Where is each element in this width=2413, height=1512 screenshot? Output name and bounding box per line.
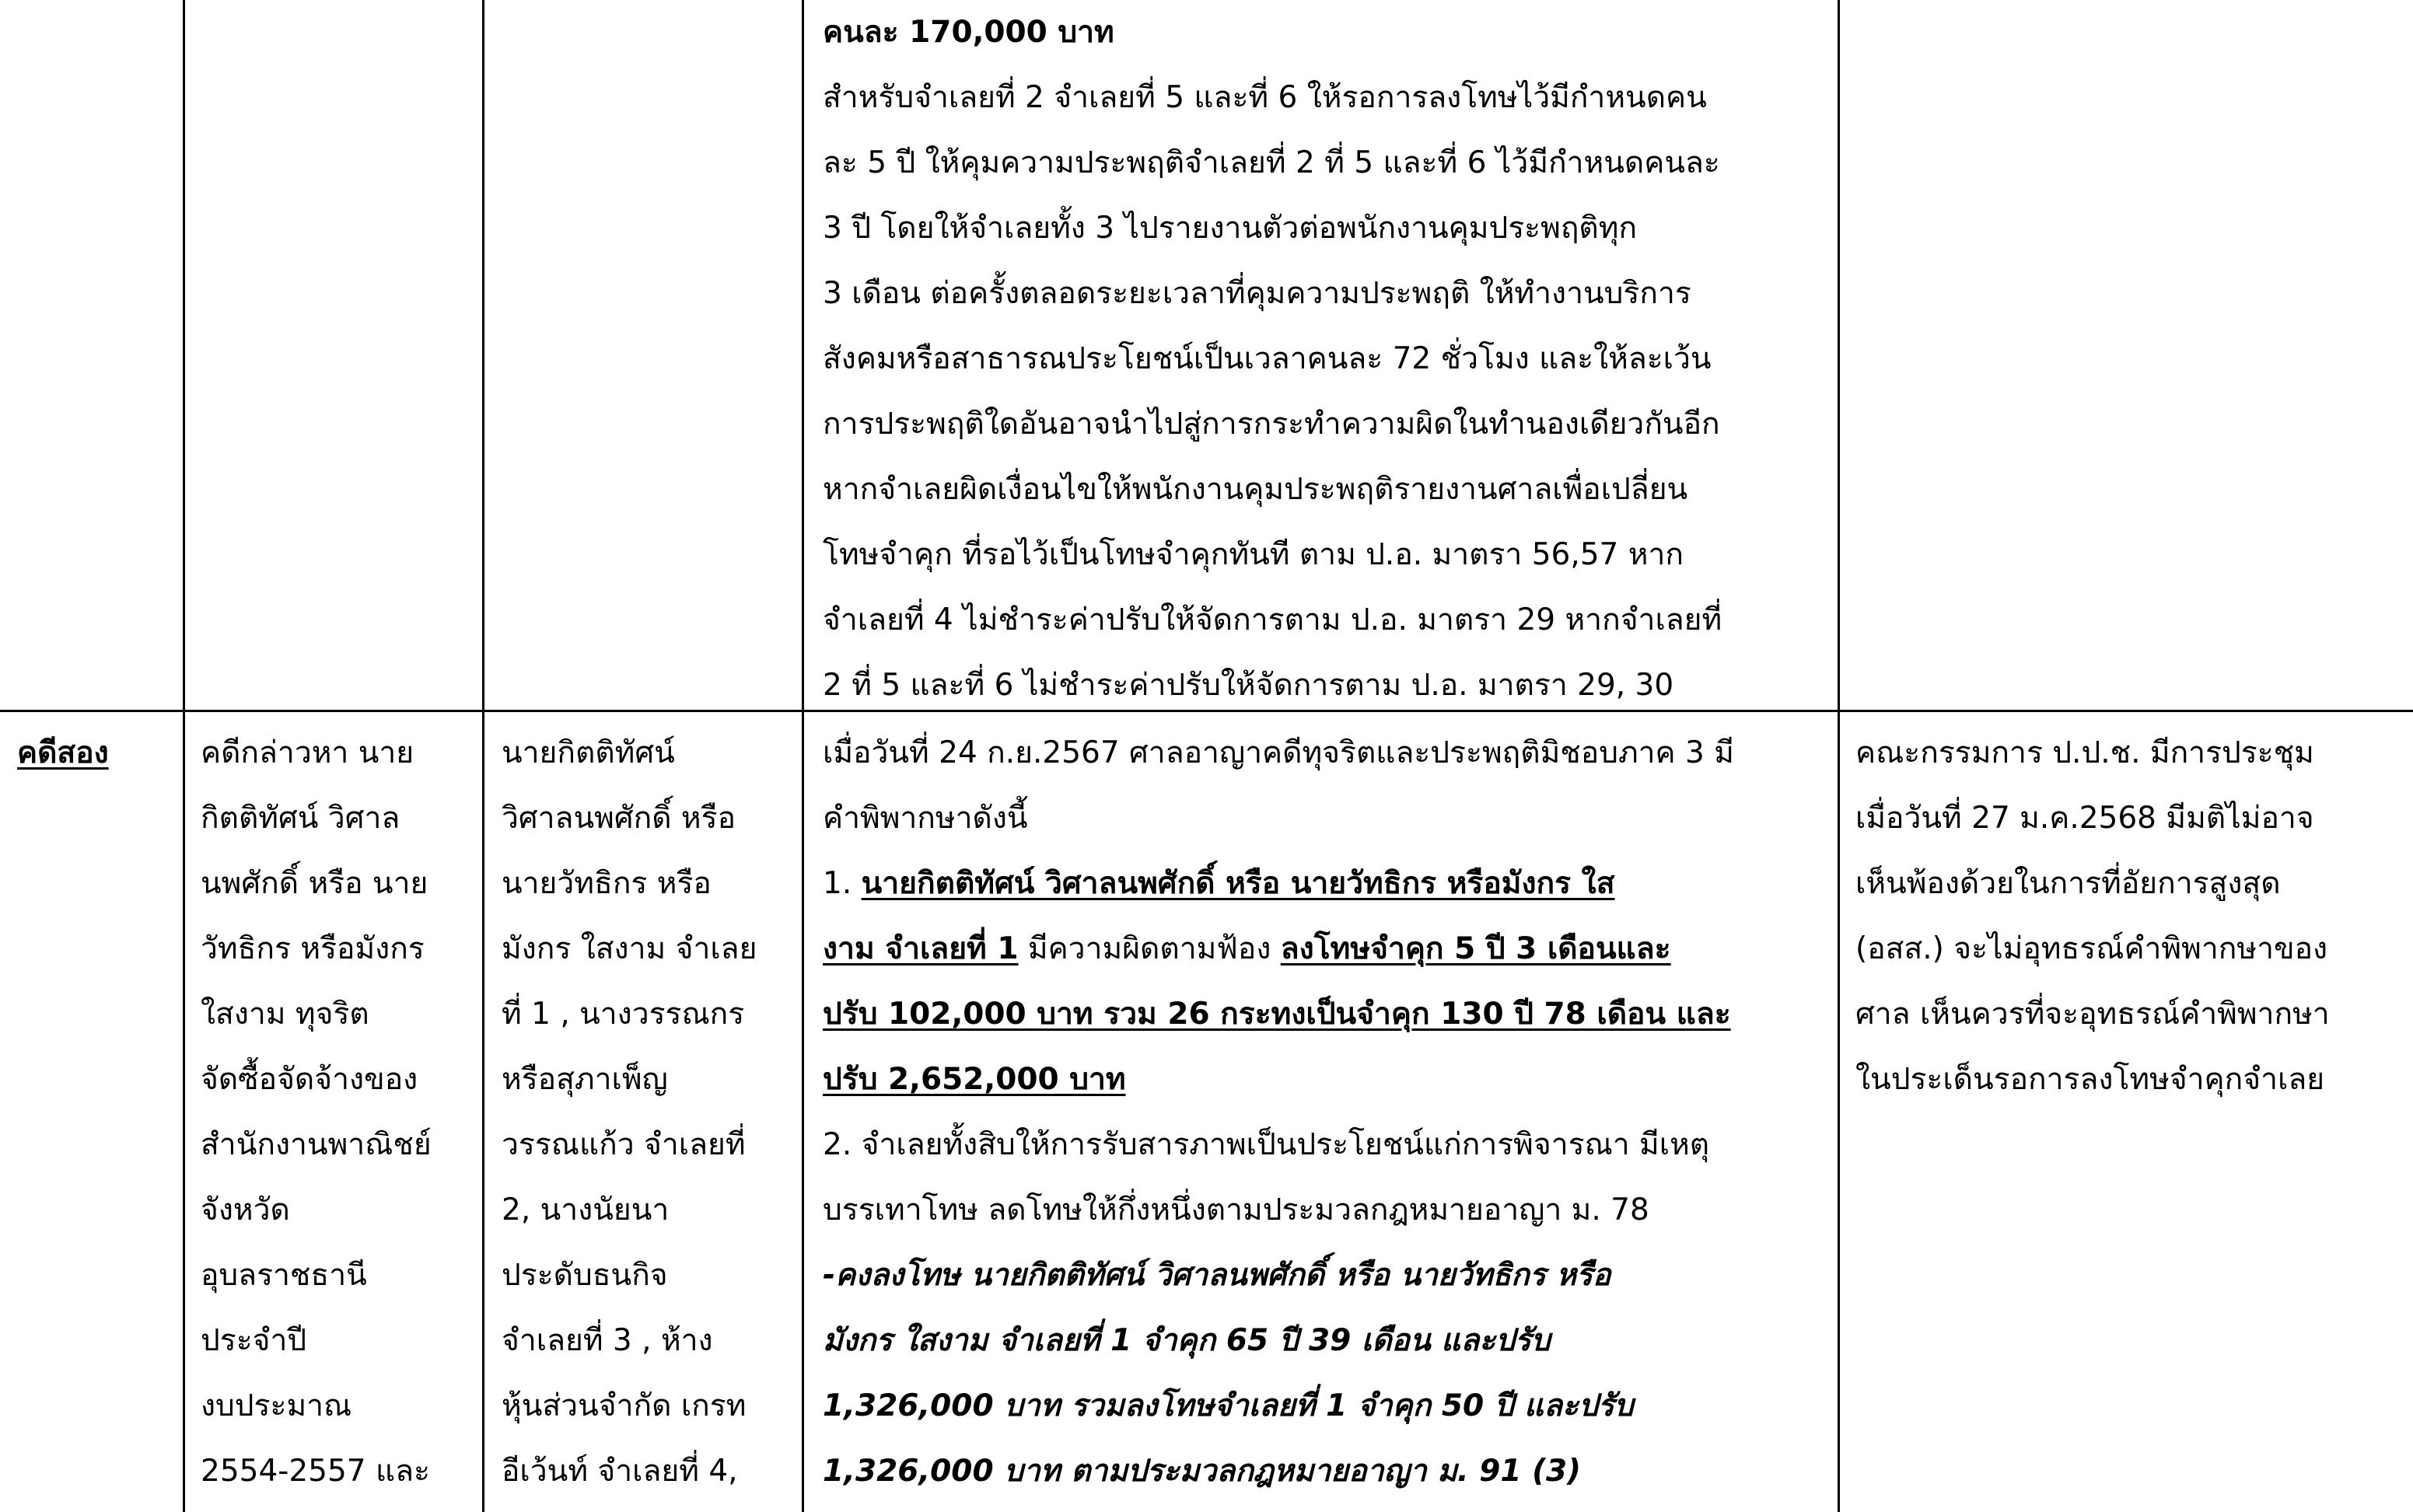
defendant-line: ประดับธนกิจ	[502, 1258, 668, 1293]
judgment-item-1-line	[823, 851, 1734, 917]
sentence-emphasis: ปรับ 102,000 บาท รวม 26 กระทงเป็นจำคุก 130 ปี 78 เดือน และ	[823, 997, 1731, 1032]
final-sentence-line: -คงลงโทษ นายกิตติทัศน์ วิศาลนพศักดิ์ หรือ นายวัทธิกร หรือ	[823, 1258, 1611, 1293]
column-divider	[1838, 0, 1840, 1512]
defendant-number-emphasis: งาม จำเลยที่ 1	[823, 931, 1019, 966]
top-judgment-cell	[823, 0, 1722, 718]
allegation-line: คดีกล่าวหา นาย	[201, 735, 414, 770]
final-sentence-line: มังกร ใสงาม จำเลยที่ 1 จำคุก 65 ปี 39 เดือน และปรับ	[823, 1323, 1551, 1358]
allegation-line: ประจำปี	[201, 1323, 307, 1358]
judgment-line: จำเลยที่ 4 ไม่ชำระค่าปรับให้จัดการตาม ป.อ. มาตรา 29 หากจำเลยที่	[823, 602, 1722, 637]
allegation-line: ใสงาม ทุจริต	[201, 997, 369, 1032]
column-divider	[183, 0, 185, 1512]
allegation-line: 2554-2557 และ	[201, 1454, 430, 1489]
case-label-cell	[17, 721, 109, 786]
defendant-line: มังกร ใสงาม จำเลย	[502, 931, 757, 966]
allegation-line: กิตติทัศน์ วิศาล	[201, 801, 400, 836]
judgment-line: 3 ปี โดยให้จำเลยทั้ง 3 ไปรายงานตัวต่อพนักงานคุมประพฤติทุก	[823, 211, 1638, 246]
item-number: 1.	[823, 866, 862, 901]
judgment-intro-line: เมื่อวันที่ 24 ก.ย.2567 ศาลอาญาคดีทุจริตและประพฤติมิชอบภาค 3 มี	[823, 735, 1734, 770]
defendant-line: วิศาลนพศักดิ์ หรือ	[502, 801, 736, 836]
judgment-line: สังคมหรือสาธารณประโยชน์เป็นเวลาคนละ 72 ชั่วโมง และให้ละเว้น	[823, 341, 1712, 376]
allegation-line: วัทธิกร หรือมังกร	[201, 931, 425, 966]
case-label: คดีสอง	[17, 735, 109, 770]
defendant-line: อีเว้นท์ จำเลยที่ 4,	[502, 1454, 738, 1489]
allegation-line: นพศักดิ์ หรือ นาย	[201, 866, 428, 901]
sentence-emphasis: ลงโทษจำคุก 5 ปี 3 เดือนและ	[1280, 931, 1671, 966]
committee-line: เห็นพ้องด้วยในการที่อัยการสูงสุด	[1855, 866, 2281, 901]
defendant-name-emphasis: นายกิตติทัศน์ วิศาลนพศักดิ์ หรือ นายวัทธิกร หรือมังกร ใส	[861, 866, 1615, 901]
committee-line: ในประเด็นรอการลงโทษจำคุกจำเลย	[1855, 1062, 2325, 1097]
judgment-item-2-line: บรรเทาโทษ ลดโทษให้กึ่งหนึ่งตามประมวลกฎหมายอาญา ม. 78	[823, 1192, 1649, 1227]
committee-line: (อสส.) จะไม่อุทธรณ์คำพิพากษาของ	[1855, 931, 2328, 966]
judgment-item-1-line	[823, 917, 1734, 982]
final-sentence-line: 1,326,000 บาท รวมลงโทษจำเลยที่ 1 จำคุก 50 ปี และปรับ	[823, 1388, 1634, 1423]
fine-emphasis: ปรับ 2,652,000 บาท	[823, 1062, 1126, 1097]
judgment-intro-line: คำพิพากษาดังนี้	[823, 801, 1028, 836]
judgment-line: 2 ที่ 5 และที่ 6 ไม่ชำระค่าปรับให้จัดการตาม ป.อ. มาตรา 29, 30	[823, 668, 1674, 703]
judgment-line: การประพฤติใดอันอาจนำไปสู่การกระทำความผิดในทำนองเดียวกันอีก	[823, 407, 1720, 442]
judgment-line: 3 เดือน ต่อครั้งตลอดระยะเวลาที่คุมความประพฤติ ให้ทำงานบริการ	[823, 276, 1691, 311]
allegation-line: สำนักงานพาณิชย์	[201, 1127, 432, 1162]
committee-line: เมื่อวันที่ 27 ม.ค.2568 มีมติไม่อาจ	[1855, 801, 2314, 836]
committee-line: คณะกรรมการ ป.ป.ช. มีการประชุม	[1855, 735, 2314, 770]
judgment-line: คนละ 170,000 บาท	[823, 15, 1114, 50]
committee-cell	[1855, 721, 2330, 1112]
judgment-line: สำหรับจำเลยที่ 2 จำเลยที่ 5 และที่ 6 ให้รอการลงโทษไว้มีกำหนดคน	[823, 80, 1707, 115]
judgment-line: หากจำเลยผิดเงื่อนไขให้พนักงานคุมประพฤติรายงานศาลเพื่อเปลี่ยน	[823, 472, 1688, 507]
defendant-line: จำเลยที่ 3 , ห้าง	[502, 1323, 713, 1358]
defendant-line: นายวัทธิกร หรือ	[502, 866, 712, 901]
judgment-item-2-line: 2. จำเลยทั้งสิบให้การรับสารภาพเป็นประโยชน์แก่การพิจารณา มีเหตุ	[823, 1127, 1710, 1162]
defendants-cell	[502, 721, 757, 1504]
allegation-line: งบประมาณ	[201, 1388, 352, 1423]
defendant-line: วรรณแก้ว จำเลยที่	[502, 1127, 746, 1162]
judgment-line: ละ 5 ปี ให้คุมความประพฤติจำเลยที่ 2 ที่ 5 และที่ 6 ไว้มีกำหนดคนละ	[823, 145, 1720, 180]
allegation-cell	[201, 721, 432, 1504]
judgment-item-1-line	[823, 1047, 1734, 1112]
defendant-line: ที่ 1 , นางวรรณกร	[502, 997, 745, 1032]
committee-line: ศาล เห็นควรที่จะอุทธรณ์คำพิพากษา	[1855, 997, 2330, 1032]
defendant-line: หุ้นส่วนจำกัด เกรท	[502, 1388, 747, 1423]
allegation-line: จังหวัด	[201, 1192, 290, 1227]
final-sentence-line: 1,326,000 บาท ตามประมวลกฎหมายอาญา ม. 91 (3)	[823, 1454, 1581, 1489]
defendant-line: หรือสุภาเพ็ญ	[502, 1062, 668, 1097]
defendant-line: 2, นางนัยนา	[502, 1192, 670, 1227]
verdict-text: มีความผิดตามฟ้อง	[1018, 931, 1281, 966]
judgment-line: โทษจำคุก ที่รอไว้เป็นโทษจำคุกทันที ตาม ป.อ. มาตรา 56,57 หาก	[823, 537, 1684, 572]
allegation-line: จัดซื้อจัดจ้างของ	[201, 1062, 418, 1097]
defendant-line: นายกิตติทัศน์	[502, 735, 675, 770]
case-two-judgment-cell	[823, 721, 1734, 1504]
allegation-line: อุบลราชธานี	[201, 1258, 367, 1293]
column-divider	[802, 0, 804, 1512]
column-divider	[482, 0, 484, 1512]
